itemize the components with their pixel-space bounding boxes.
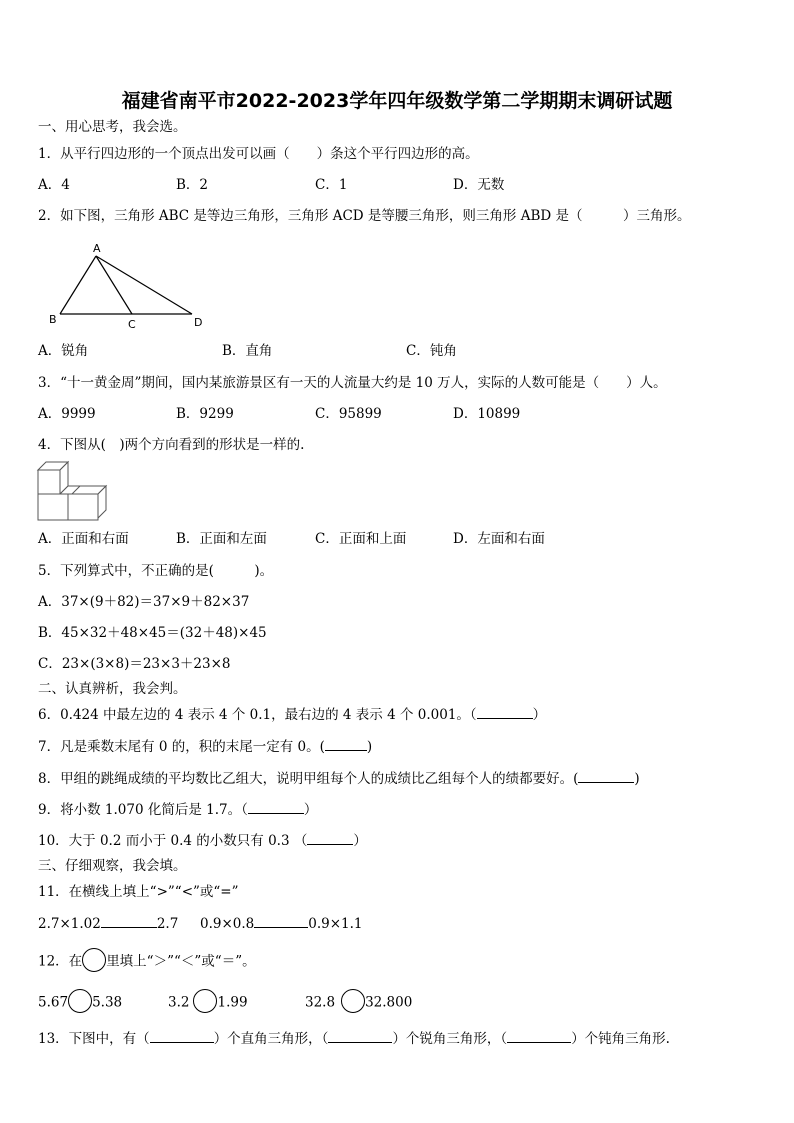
q13-part-a: 13．下图中，有（ <box>38 1031 150 1047</box>
q10-stem: 10．大于 0.2 而小于 0.4 的小数只有 0.3 （ <box>38 833 308 849</box>
q12-stem-a: 12．在 <box>38 953 83 970</box>
question-9 <box>38 801 317 819</box>
q12-item-1-left: 5.67 <box>38 994 69 1011</box>
q4-option-a: A．正面和右面 <box>38 531 129 547</box>
q4-option-d: D．左面和右面 <box>453 531 545 547</box>
answer-circle <box>82 948 106 972</box>
triangle-figure <box>44 238 214 334</box>
vertex-label-d: D <box>194 316 203 329</box>
q13-part-c: ）个锐角三角形，（ <box>392 1031 508 1047</box>
q1-option-d: D．无数 <box>453 177 505 193</box>
q13-acute-triangle-blank[interactable] <box>328 1030 392 1043</box>
question-5-stem: 5．下列算式中，不正确的是( )。 <box>38 563 274 579</box>
q11-item-1-left: 2.7×1.02 <box>38 916 101 932</box>
q13-part-b: ）个直角三角形，（ <box>213 1031 329 1047</box>
vertex-label-c: C <box>128 318 136 331</box>
q12-item-2-left: 3.2 <box>168 994 190 1011</box>
question-8 <box>38 770 640 788</box>
q2-option-a: A．锐角 <box>38 343 89 359</box>
question-2-stem: 2．如下图，三角形 ABC 是等边三角形，三角形 ACD 是等腰三角形，则三角形 ABD 是（ ）三角形。 <box>38 208 691 224</box>
q12-item-2-circle[interactable] <box>193 989 217 1013</box>
q11-item-1-right: 2.7 <box>156 916 179 932</box>
cube-figure <box>36 460 110 524</box>
q12-item-2 <box>168 993 248 1013</box>
question-6 <box>38 706 546 724</box>
q12-stem-b: 里填上“＞”“＜”或“＝”。 <box>106 953 256 970</box>
q13-right-triangle-blank[interactable] <box>150 1030 214 1043</box>
page-title: 福建省南平市2022-2023学年四年级数学第二学期期末调研试题 <box>121 90 673 112</box>
q7-stem: 7．凡是乘数末尾有 0 的，积的末尾一定有 0。( <box>38 739 325 755</box>
q3-option-c: C．95899 <box>315 406 382 422</box>
q12-item-2-right: 1.99 <box>217 994 248 1011</box>
section-heading-1: 一、用心思考，我会选。 <box>38 119 187 135</box>
q5-option-c: C．23×(3×8)＝23×3＋23×8 <box>38 656 231 672</box>
question-4-stem: 4．下图从( )两个方向看到的形状是一样的. <box>38 437 305 453</box>
q3-option-b: B．9299 <box>176 406 234 422</box>
q11-item-2-left: 0.9×0.8 <box>200 916 255 932</box>
q9-answer-blank[interactable] <box>248 801 304 814</box>
q1-option-a: A．4 <box>38 177 70 193</box>
question-10 <box>38 832 367 850</box>
q12-item-1-right: 5.38 <box>92 994 123 1011</box>
q4-option-b: B．正面和左面 <box>176 531 267 547</box>
q2-option-b: B．直角 <box>222 343 273 359</box>
vertex-label-b: B <box>49 313 57 326</box>
q6-end: ） <box>532 707 547 723</box>
q3-option-a: A．9999 <box>38 406 96 422</box>
q6-stem: 6．0.424 中最左边的 4 表示 4 个 0.1，最右边的 4 表示 4 个 0.001。（ <box>38 707 477 723</box>
section-heading-3: 三、仔细观察，我会填。 <box>38 858 187 874</box>
question-1-stem: 1．从平行四边形的一个顶点出发可以画（ ）条这个平行四边形的高。 <box>38 146 479 162</box>
q11-item-2 <box>200 915 363 933</box>
q12-item-3-left: 32.8 <box>305 994 336 1011</box>
q2-option-c: C．钝角 <box>406 343 457 359</box>
q7-answer-blank[interactable] <box>325 738 367 751</box>
q5-option-a: A．37×(9＋82)＝37×9＋82×37 <box>38 594 250 610</box>
question-13 <box>38 1030 670 1048</box>
q8-stem: 8．甲组的跳绳成绩的平均数比乙组大，说明甲组每个人的成绩比乙组每个人的绩都要好。( <box>38 771 579 787</box>
q12-item-3-circle[interactable] <box>341 989 365 1013</box>
q13-part-d: ）个钝角三角形. <box>571 1031 670 1047</box>
q9-end: ） <box>303 802 318 818</box>
q9-stem: 9．将小数 1.070 化简后是 1.7。（ <box>38 802 248 818</box>
q5-option-b: B．45×32＋48×45＝(32＋48)×45 <box>38 625 267 641</box>
q7-end: ) <box>366 739 373 755</box>
q3-option-d: D．10899 <box>453 406 521 422</box>
question-7 <box>38 738 372 756</box>
q11-item-1-blank[interactable] <box>101 915 157 928</box>
question-11-stem: 11．在横线上填上“>”“<”或“=” <box>38 884 239 900</box>
q10-answer-blank[interactable] <box>307 832 353 845</box>
q4-option-c: C．正面和上面 <box>315 531 407 547</box>
q11-item-1 <box>38 915 178 933</box>
q12-item-3-right: 32.800 <box>365 994 413 1011</box>
section-heading-2: 二、认真辨析，我会判。 <box>38 681 187 697</box>
vertex-label-a: A <box>93 242 101 255</box>
q12-item-1 <box>38 993 122 1013</box>
q8-answer-blank[interactable] <box>578 770 634 783</box>
q12-item-1-circle[interactable] <box>68 989 92 1013</box>
q11-item-2-right: 0.9×1.1 <box>308 916 363 932</box>
q12-item-3 <box>305 993 412 1013</box>
q8-end: ) <box>634 771 640 787</box>
question-3-stem: 3．“十一黄金周”期间，国内某旅游景区有一天的人流量大约是 10 万人，实际的人数可能是（ ）人。 <box>38 375 667 391</box>
q6-answer-blank[interactable] <box>477 706 533 719</box>
q10-end: ） <box>353 833 367 849</box>
q11-item-2-blank[interactable] <box>254 915 308 928</box>
q13-obtuse-triangle-blank[interactable] <box>507 1030 571 1043</box>
q1-option-b: B．2 <box>176 177 209 193</box>
question-12-stem <box>38 952 256 972</box>
q1-option-c: C．1 <box>315 177 348 193</box>
